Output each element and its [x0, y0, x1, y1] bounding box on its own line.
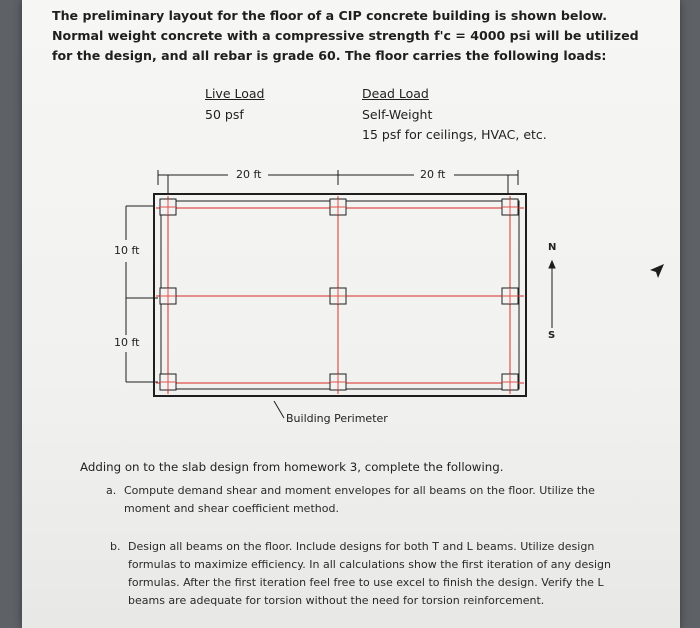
perimeter-leader	[274, 401, 284, 418]
task-a	[106, 482, 624, 518]
task-a-text: Compute demand shear and moment envelopes for all beams on the floor. Utilize the moment and shear coefficient method.	[124, 484, 595, 515]
dimension-span-right: 20 ft	[420, 168, 446, 181]
top-dimension	[158, 170, 518, 194]
task-b-text: Design all beams on the floor. Include designs for both T and L beams. Utilize design formulas to maximize efficiency. In all calculations show the first iteration of any design formulas. After the first iteration feel free to use excel to finish the design. Verify the L beams are adequate for torsion without the need for torsion reinforcement.	[128, 540, 612, 607]
building-perimeter-label: Building Perimeter	[286, 412, 388, 425]
dimension-bay-top: 10 ft	[114, 244, 140, 257]
problem-intro: The preliminary layout for the floor of a CIP concrete building is shown below. Normal weight concrete with a compressive strength f'c = 4000 psi will be utilized for the design, and all rebar is grade 60. The floor carries the following loads:	[52, 8, 639, 63]
floor-plan-drawing	[22, 0, 680, 628]
dimension-bay-bottom: 10 ft	[114, 336, 140, 349]
task-a-marker: a.	[106, 484, 117, 497]
columns	[160, 199, 518, 390]
dead-load-superimposed: 15 psf for ceilings, HVAC, etc.	[362, 127, 547, 142]
cursor-arrow-icon	[650, 264, 664, 278]
compass-south-label: S	[548, 330, 556, 341]
compass-north-label: N	[548, 242, 557, 253]
dead-load-header: Dead Load	[362, 86, 429, 101]
dead-load-self-weight: Self-Weight	[362, 107, 433, 122]
task-lead: Adding on to the slab design from homework 3, complete the following.	[80, 460, 504, 474]
compass-arrow	[549, 261, 555, 328]
dimension-span-left: 20 ft	[236, 168, 262, 181]
live-load-value: 50 psf	[205, 107, 244, 122]
task-b	[110, 538, 624, 610]
homework-sheet	[22, 0, 680, 628]
task-b-marker: b.	[110, 540, 121, 553]
live-load-header: Live Load	[205, 86, 265, 101]
